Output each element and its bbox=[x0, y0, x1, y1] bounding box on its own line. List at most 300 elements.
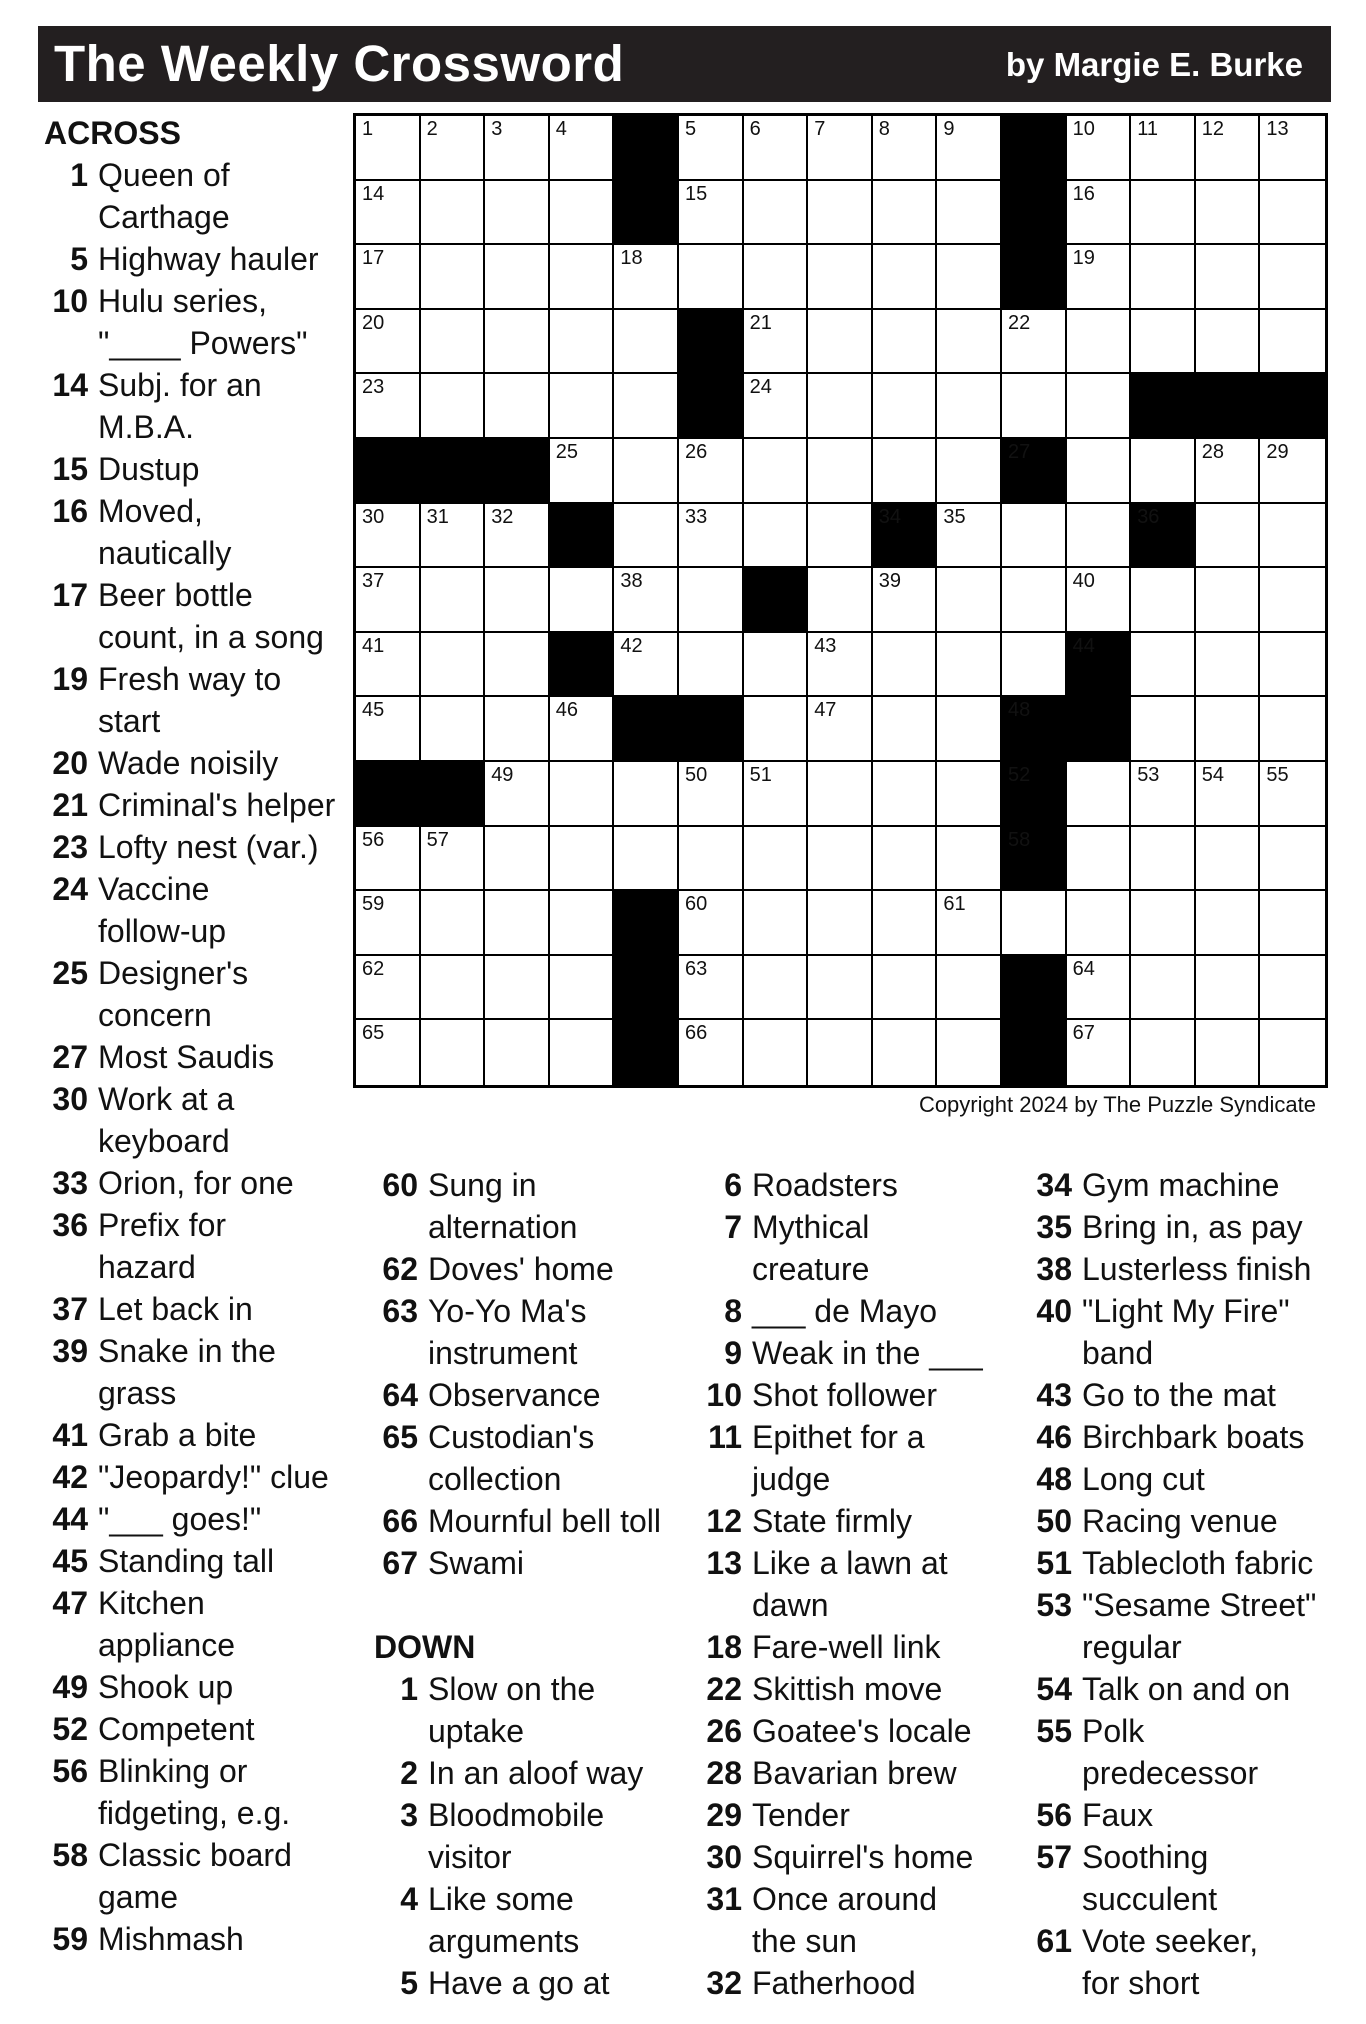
grid-cell[interactable] bbox=[614, 504, 679, 569]
grid-cell[interactable] bbox=[614, 245, 679, 310]
clue-item[interactable] bbox=[1028, 1206, 1348, 1248]
grid-cell[interactable] bbox=[679, 827, 744, 892]
grid-cell[interactable] bbox=[1067, 116, 1132, 181]
clue-item[interactable] bbox=[698, 1668, 1008, 1710]
grid-cell[interactable] bbox=[421, 633, 486, 698]
clue-item[interactable] bbox=[374, 1794, 684, 1878]
grid-cell[interactable] bbox=[356, 504, 421, 569]
clue-item[interactable] bbox=[374, 1416, 684, 1500]
clue-item[interactable] bbox=[44, 1204, 349, 1288]
grid-cell[interactable] bbox=[937, 827, 1002, 892]
grid-cell[interactable] bbox=[808, 245, 873, 310]
clue-item[interactable] bbox=[44, 1456, 349, 1498]
clue-item[interactable] bbox=[44, 1540, 349, 1582]
grid-cell[interactable] bbox=[873, 827, 938, 892]
grid-cell[interactable] bbox=[937, 181, 1002, 246]
grid-cell[interactable] bbox=[614, 633, 679, 698]
clue-item[interactable] bbox=[374, 1668, 684, 1752]
clue-item[interactable] bbox=[698, 1290, 1008, 1332]
grid-cell[interactable] bbox=[808, 310, 873, 375]
grid-cell[interactable] bbox=[421, 504, 486, 569]
grid-cell[interactable] bbox=[550, 891, 615, 956]
grid-cell[interactable] bbox=[1260, 633, 1325, 698]
clue-text bbox=[1082, 1164, 1348, 1206]
grid-cell[interactable] bbox=[1196, 116, 1261, 181]
clue-item[interactable] bbox=[44, 1708, 349, 1750]
grid-cell[interactable] bbox=[808, 697, 873, 762]
clue-text bbox=[98, 1162, 349, 1204]
grid-cell[interactable] bbox=[614, 310, 679, 375]
clue-item[interactable] bbox=[374, 1374, 684, 1416]
clue-item[interactable] bbox=[1028, 1290, 1348, 1374]
clue-item[interactable] bbox=[44, 448, 349, 490]
grid-cell[interactable] bbox=[744, 374, 809, 439]
clue-number: 13 bbox=[706, 1545, 742, 1581]
clue-text-line: alternation bbox=[428, 1209, 578, 1245]
grid-cell[interactable] bbox=[485, 181, 550, 246]
cell-number: 5 bbox=[684, 118, 697, 140]
grid-cell[interactable] bbox=[1067, 310, 1132, 375]
grid-cell[interactable] bbox=[550, 827, 615, 892]
grid-cell[interactable] bbox=[744, 891, 809, 956]
grid-cell[interactable] bbox=[873, 891, 938, 956]
grid-cell[interactable] bbox=[485, 697, 550, 762]
grid-cell[interactable] bbox=[873, 1020, 938, 1085]
grid-cell[interactable] bbox=[873, 245, 938, 310]
clue-text bbox=[98, 868, 349, 952]
clue-number: 50 bbox=[1036, 1503, 1072, 1539]
grid-cell[interactable] bbox=[873, 116, 938, 181]
grid-cell[interactable] bbox=[421, 891, 486, 956]
clue-text-line: M.B.A. bbox=[98, 409, 195, 445]
grid-cell[interactable] bbox=[873, 374, 938, 439]
clue-item[interactable] bbox=[44, 826, 349, 868]
grid-cell[interactable] bbox=[1260, 245, 1325, 310]
grid-cell[interactable] bbox=[1067, 827, 1132, 892]
clue-item[interactable] bbox=[44, 1918, 349, 1960]
clue-item[interactable] bbox=[44, 868, 349, 952]
clue-item[interactable] bbox=[1028, 1584, 1348, 1668]
grid-cell[interactable] bbox=[1196, 891, 1261, 956]
grid-cell[interactable] bbox=[679, 762, 744, 827]
grid-cell[interactable] bbox=[1131, 956, 1196, 1021]
down-heading: DOWN bbox=[374, 1629, 476, 1665]
grid-cell[interactable] bbox=[1260, 956, 1325, 1021]
clue-item[interactable] bbox=[374, 1878, 684, 1962]
grid-cell[interactable] bbox=[550, 568, 615, 633]
clue-item[interactable] bbox=[44, 1330, 349, 1414]
grid-cell[interactable] bbox=[1131, 762, 1196, 827]
grid-cell[interactable] bbox=[937, 633, 1002, 698]
grid-cell[interactable] bbox=[1260, 181, 1325, 246]
clue-item[interactable] bbox=[44, 238, 349, 280]
grid-cell[interactable] bbox=[808, 762, 873, 827]
grid-cell[interactable] bbox=[1260, 439, 1325, 504]
grid-cell[interactable] bbox=[356, 827, 421, 892]
grid-cell[interactable] bbox=[1131, 827, 1196, 892]
grid-cell[interactable] bbox=[937, 116, 1002, 181]
clue-item[interactable] bbox=[44, 1162, 349, 1204]
clue-item[interactable] bbox=[44, 574, 349, 658]
clue-item[interactable] bbox=[44, 1288, 349, 1330]
grid-cell[interactable] bbox=[485, 116, 550, 181]
grid-cell[interactable] bbox=[679, 245, 744, 310]
grid-cell[interactable] bbox=[550, 956, 615, 1021]
grid-cell[interactable] bbox=[550, 374, 615, 439]
clue-item[interactable] bbox=[1028, 1248, 1348, 1290]
clue-item[interactable] bbox=[698, 1710, 1008, 1752]
clue-number: 16 bbox=[52, 493, 88, 529]
grid-cell[interactable] bbox=[1260, 568, 1325, 633]
grid-cell[interactable] bbox=[1196, 762, 1261, 827]
grid-cell[interactable] bbox=[873, 310, 938, 375]
grid-cell[interactable] bbox=[421, 568, 486, 633]
clue-item[interactable] bbox=[1028, 1836, 1348, 1920]
grid-cell[interactable] bbox=[356, 956, 421, 1021]
clue-item[interactable] bbox=[698, 1164, 1008, 1206]
clue-text-line: Bring in, as pay bbox=[1082, 1209, 1303, 1245]
grid-cell[interactable] bbox=[1131, 891, 1196, 956]
grid-block bbox=[679, 310, 744, 375]
grid-cell[interactable] bbox=[937, 245, 1002, 310]
clue-item[interactable] bbox=[698, 1962, 1008, 2004]
grid-cell[interactable] bbox=[485, 1020, 550, 1085]
grid-cell[interactable] bbox=[744, 181, 809, 246]
grid-cell[interactable] bbox=[1067, 762, 1132, 827]
clue-item[interactable] bbox=[698, 1500, 1008, 1542]
crossword-grid[interactable] bbox=[353, 113, 1328, 1088]
grid-cell[interactable] bbox=[808, 633, 873, 698]
grid-cell[interactable] bbox=[1002, 568, 1067, 633]
clue-item[interactable] bbox=[698, 1878, 1008, 1962]
clue-item[interactable] bbox=[44, 1666, 349, 1708]
grid-cell[interactable] bbox=[421, 956, 486, 1021]
grid-cell[interactable] bbox=[1131, 633, 1196, 698]
grid-cell[interactable] bbox=[808, 374, 873, 439]
grid-cell[interactable] bbox=[744, 504, 809, 569]
grid-cell[interactable] bbox=[1131, 568, 1196, 633]
grid-cell[interactable] bbox=[356, 633, 421, 698]
grid-cell[interactable] bbox=[744, 827, 809, 892]
clue-item[interactable] bbox=[44, 1582, 349, 1666]
grid-cell[interactable] bbox=[550, 245, 615, 310]
grid-cell[interactable] bbox=[1260, 827, 1325, 892]
clue-item[interactable] bbox=[698, 1206, 1008, 1290]
clue-item[interactable] bbox=[44, 784, 349, 826]
grid-cell[interactable] bbox=[937, 310, 1002, 375]
grid-cell[interactable] bbox=[1196, 504, 1261, 569]
clue-item[interactable] bbox=[374, 1290, 684, 1374]
grid-cell[interactable] bbox=[1131, 1020, 1196, 1085]
grid-cell[interactable] bbox=[1260, 697, 1325, 762]
grid-cell[interactable] bbox=[1196, 633, 1261, 698]
clue-item[interactable] bbox=[1028, 1458, 1348, 1500]
grid-cell[interactable] bbox=[614, 827, 679, 892]
grid-cell[interactable] bbox=[1196, 956, 1261, 1021]
grid-cell[interactable] bbox=[873, 439, 938, 504]
grid-cell[interactable] bbox=[1131, 116, 1196, 181]
clue-text-line: Observance bbox=[428, 1377, 601, 1413]
grid-cell[interactable] bbox=[356, 116, 421, 181]
clue-item[interactable] bbox=[44, 658, 349, 742]
grid-cell[interactable] bbox=[1131, 310, 1196, 375]
grid-cell[interactable] bbox=[421, 310, 486, 375]
clue-number: 8 bbox=[724, 1293, 742, 1329]
clue-item[interactable] bbox=[698, 1332, 1008, 1374]
grid-cell[interactable] bbox=[937, 891, 1002, 956]
clue-number: 60 bbox=[382, 1167, 418, 1203]
grid-cell[interactable] bbox=[485, 374, 550, 439]
grid-cell[interactable] bbox=[356, 310, 421, 375]
clue-item[interactable] bbox=[44, 742, 349, 784]
author-byline: by Margie E. Burke bbox=[1005, 46, 1303, 83]
grid-cell[interactable] bbox=[808, 1020, 873, 1085]
grid-cell[interactable] bbox=[485, 827, 550, 892]
clue-text-line: Talk on and on bbox=[1082, 1671, 1291, 1707]
grid-cell[interactable] bbox=[1196, 827, 1261, 892]
grid-cell[interactable] bbox=[873, 181, 938, 246]
grid-cell[interactable] bbox=[679, 439, 744, 504]
grid-cell[interactable] bbox=[744, 439, 809, 504]
clue-item[interactable] bbox=[44, 280, 349, 364]
clue-item[interactable] bbox=[1028, 1500, 1348, 1542]
grid-cell[interactable] bbox=[421, 697, 486, 762]
grid-cell[interactable] bbox=[1196, 1020, 1261, 1085]
grid-cell[interactable] bbox=[356, 374, 421, 439]
grid-cell[interactable] bbox=[356, 891, 421, 956]
grid-cell[interactable] bbox=[485, 762, 550, 827]
grid-cell[interactable] bbox=[1260, 310, 1325, 375]
grid-cell[interactable] bbox=[873, 633, 938, 698]
grid-cell[interactable] bbox=[485, 504, 550, 569]
grid-cell[interactable] bbox=[485, 245, 550, 310]
grid-cell[interactable] bbox=[614, 568, 679, 633]
grid-cell[interactable] bbox=[1260, 504, 1325, 569]
grid-cell[interactable] bbox=[873, 762, 938, 827]
clue-item[interactable] bbox=[1028, 1416, 1348, 1458]
grid-cell[interactable] bbox=[1196, 697, 1261, 762]
clue-item[interactable] bbox=[44, 1834, 349, 1918]
grid-cell[interactable] bbox=[679, 504, 744, 569]
grid-cell[interactable] bbox=[1067, 439, 1132, 504]
grid-cell[interactable] bbox=[679, 891, 744, 956]
grid-cell[interactable] bbox=[356, 245, 421, 310]
grid-cell[interactable] bbox=[1067, 504, 1132, 569]
clue-text bbox=[752, 1206, 1008, 1290]
cell-number: 36 bbox=[1137, 505, 1160, 528]
grid-cell[interactable] bbox=[937, 504, 1002, 569]
grid-cell[interactable] bbox=[1067, 568, 1132, 633]
grid-cell[interactable] bbox=[550, 310, 615, 375]
grid-cell[interactable] bbox=[744, 1020, 809, 1085]
clue-item[interactable] bbox=[374, 1752, 684, 1794]
grid-cell[interactable] bbox=[679, 956, 744, 1021]
grid-cell[interactable] bbox=[421, 827, 486, 892]
grid-cell[interactable] bbox=[1260, 1020, 1325, 1085]
clue-item[interactable] bbox=[44, 1036, 349, 1078]
clue-item[interactable] bbox=[374, 1164, 684, 1248]
grid-cell[interactable] bbox=[1260, 762, 1325, 827]
grid-cell[interactable] bbox=[614, 439, 679, 504]
grid-cell[interactable] bbox=[808, 181, 873, 246]
cell-number: 57 bbox=[426, 828, 449, 851]
clue-item[interactable] bbox=[698, 1794, 1008, 1836]
clue-item[interactable] bbox=[374, 1500, 684, 1542]
grid-cell[interactable] bbox=[1131, 439, 1196, 504]
grid-cell[interactable] bbox=[873, 956, 938, 1021]
grid-cell[interactable] bbox=[1196, 439, 1261, 504]
grid-cell[interactable] bbox=[937, 568, 1002, 633]
grid-cell[interactable] bbox=[550, 762, 615, 827]
grid-cell[interactable] bbox=[1067, 181, 1132, 246]
grid-cell[interactable] bbox=[356, 697, 421, 762]
grid-cell[interactable] bbox=[421, 1020, 486, 1085]
grid-cell[interactable] bbox=[808, 827, 873, 892]
clue-item[interactable] bbox=[374, 1248, 684, 1290]
grid-cell[interactable] bbox=[808, 116, 873, 181]
grid-cell[interactable] bbox=[937, 439, 1002, 504]
grid-cell[interactable] bbox=[937, 1020, 1002, 1085]
grid-cell[interactable] bbox=[808, 439, 873, 504]
clue-number: 56 bbox=[52, 1753, 88, 1789]
grid-cell[interactable] bbox=[1067, 1020, 1132, 1085]
clue-item[interactable] bbox=[1028, 1542, 1348, 1584]
clue-item[interactable] bbox=[44, 1078, 349, 1162]
grid-cell[interactable] bbox=[550, 697, 615, 762]
grid-cell[interactable] bbox=[744, 633, 809, 698]
grid-cell[interactable] bbox=[1196, 310, 1261, 375]
clue-text-line: dawn bbox=[752, 1587, 829, 1623]
grid-cell[interactable] bbox=[679, 116, 744, 181]
clue-item[interactable] bbox=[44, 1414, 349, 1456]
clue-item[interactable] bbox=[374, 1542, 684, 1584]
clue-item[interactable] bbox=[1028, 1920, 1348, 2004]
grid-cell[interactable] bbox=[1067, 374, 1132, 439]
clue-item[interactable] bbox=[1028, 1794, 1348, 1836]
grid-cell[interactable] bbox=[421, 116, 486, 181]
clue-text-line: Weak in the ___ bbox=[752, 1335, 983, 1371]
grid-cell[interactable] bbox=[421, 374, 486, 439]
grid-cell[interactable] bbox=[808, 891, 873, 956]
grid-cell[interactable] bbox=[1260, 891, 1325, 956]
grid-cell[interactable] bbox=[873, 568, 938, 633]
clue-item[interactable] bbox=[698, 1836, 1008, 1878]
clue-item[interactable] bbox=[698, 1542, 1008, 1626]
clue-text-line: Most Saudis bbox=[98, 1039, 275, 1075]
grid-cell[interactable] bbox=[485, 310, 550, 375]
clue-item[interactable] bbox=[698, 1416, 1008, 1500]
clue-item[interactable] bbox=[44, 1498, 349, 1540]
clue-item[interactable] bbox=[44, 1750, 349, 1834]
clue-text-line: Long cut bbox=[1082, 1461, 1205, 1497]
grid-cell[interactable] bbox=[937, 697, 1002, 762]
clue-item[interactable] bbox=[698, 1626, 1008, 1668]
grid-cell[interactable] bbox=[485, 633, 550, 698]
clue-text-line: Racing venue bbox=[1082, 1503, 1278, 1539]
clue-number: 51 bbox=[1036, 1545, 1072, 1581]
grid-cell[interactable] bbox=[1196, 245, 1261, 310]
clue-item[interactable] bbox=[44, 952, 349, 1036]
clue-item[interactable] bbox=[1028, 1164, 1348, 1206]
grid-cell[interactable] bbox=[1002, 891, 1067, 956]
clue-number: 46 bbox=[1036, 1419, 1072, 1455]
cell-number: 17 bbox=[362, 247, 385, 270]
grid-cell[interactable] bbox=[1131, 697, 1196, 762]
grid-cell[interactable] bbox=[744, 697, 809, 762]
grid-cell[interactable] bbox=[679, 568, 744, 633]
grid-cell[interactable] bbox=[485, 568, 550, 633]
grid-cell[interactable] bbox=[485, 891, 550, 956]
grid-block bbox=[679, 374, 744, 439]
grid-cell[interactable] bbox=[485, 956, 550, 1021]
clue-number: 11 bbox=[708, 1419, 742, 1455]
grid-cell[interactable] bbox=[550, 116, 615, 181]
grid-cell[interactable] bbox=[808, 504, 873, 569]
grid-cell[interactable] bbox=[937, 762, 1002, 827]
clue-item[interactable] bbox=[374, 1962, 684, 2004]
grid-cell[interactable] bbox=[937, 374, 1002, 439]
grid-cell[interactable] bbox=[421, 245, 486, 310]
grid-cell[interactable] bbox=[1002, 374, 1067, 439]
clue-item[interactable] bbox=[1028, 1710, 1348, 1794]
grid-cell[interactable] bbox=[808, 568, 873, 633]
grid-cell[interactable] bbox=[356, 568, 421, 633]
grid-cell[interactable] bbox=[679, 633, 744, 698]
grid-cell[interactable] bbox=[1002, 504, 1067, 569]
grid-cell[interactable] bbox=[550, 439, 615, 504]
grid-cell[interactable] bbox=[1131, 245, 1196, 310]
grid-cell[interactable] bbox=[356, 181, 421, 246]
clue-text-line: hazard bbox=[98, 1249, 196, 1285]
grid-cell[interactable] bbox=[937, 956, 1002, 1021]
grid-cell[interactable] bbox=[421, 181, 486, 246]
clue-item[interactable] bbox=[698, 1752, 1008, 1794]
grid-cell[interactable] bbox=[679, 1020, 744, 1085]
grid-cell[interactable] bbox=[614, 374, 679, 439]
grid-cell[interactable] bbox=[614, 762, 679, 827]
grid-cell[interactable] bbox=[550, 1020, 615, 1085]
grid-cell[interactable] bbox=[1260, 116, 1325, 181]
clue-item[interactable] bbox=[1028, 1374, 1348, 1416]
grid-cell[interactable] bbox=[1067, 245, 1132, 310]
grid-cell[interactable] bbox=[1131, 181, 1196, 246]
grid-cell[interactable] bbox=[808, 956, 873, 1021]
grid-cell[interactable] bbox=[1196, 181, 1261, 246]
grid-cell[interactable] bbox=[679, 181, 744, 246]
grid-cell[interactable] bbox=[1196, 568, 1261, 633]
grid-cell[interactable] bbox=[1067, 891, 1132, 956]
clue-item[interactable] bbox=[44, 364, 349, 448]
clue-number: 65 bbox=[382, 1419, 418, 1455]
grid-cell[interactable] bbox=[1067, 956, 1132, 1021]
grid-cell[interactable] bbox=[873, 697, 938, 762]
clue-number: 26 bbox=[706, 1713, 742, 1749]
clue-item[interactable] bbox=[1028, 1668, 1348, 1710]
grid-cell[interactable] bbox=[744, 245, 809, 310]
grid-cell[interactable] bbox=[1002, 310, 1067, 375]
grid-cell[interactable] bbox=[356, 1020, 421, 1085]
clue-item[interactable] bbox=[44, 490, 349, 574]
clue-text-line: concern bbox=[98, 997, 212, 1033]
grid-cell[interactable] bbox=[1002, 633, 1067, 698]
grid-cell[interactable] bbox=[550, 181, 615, 246]
clue-item[interactable] bbox=[44, 154, 349, 238]
grid-cell[interactable] bbox=[744, 762, 809, 827]
clue-item[interactable] bbox=[698, 1374, 1008, 1416]
grid-cell[interactable] bbox=[744, 310, 809, 375]
grid-cell[interactable] bbox=[744, 956, 809, 1021]
grid-cell[interactable] bbox=[744, 116, 809, 181]
